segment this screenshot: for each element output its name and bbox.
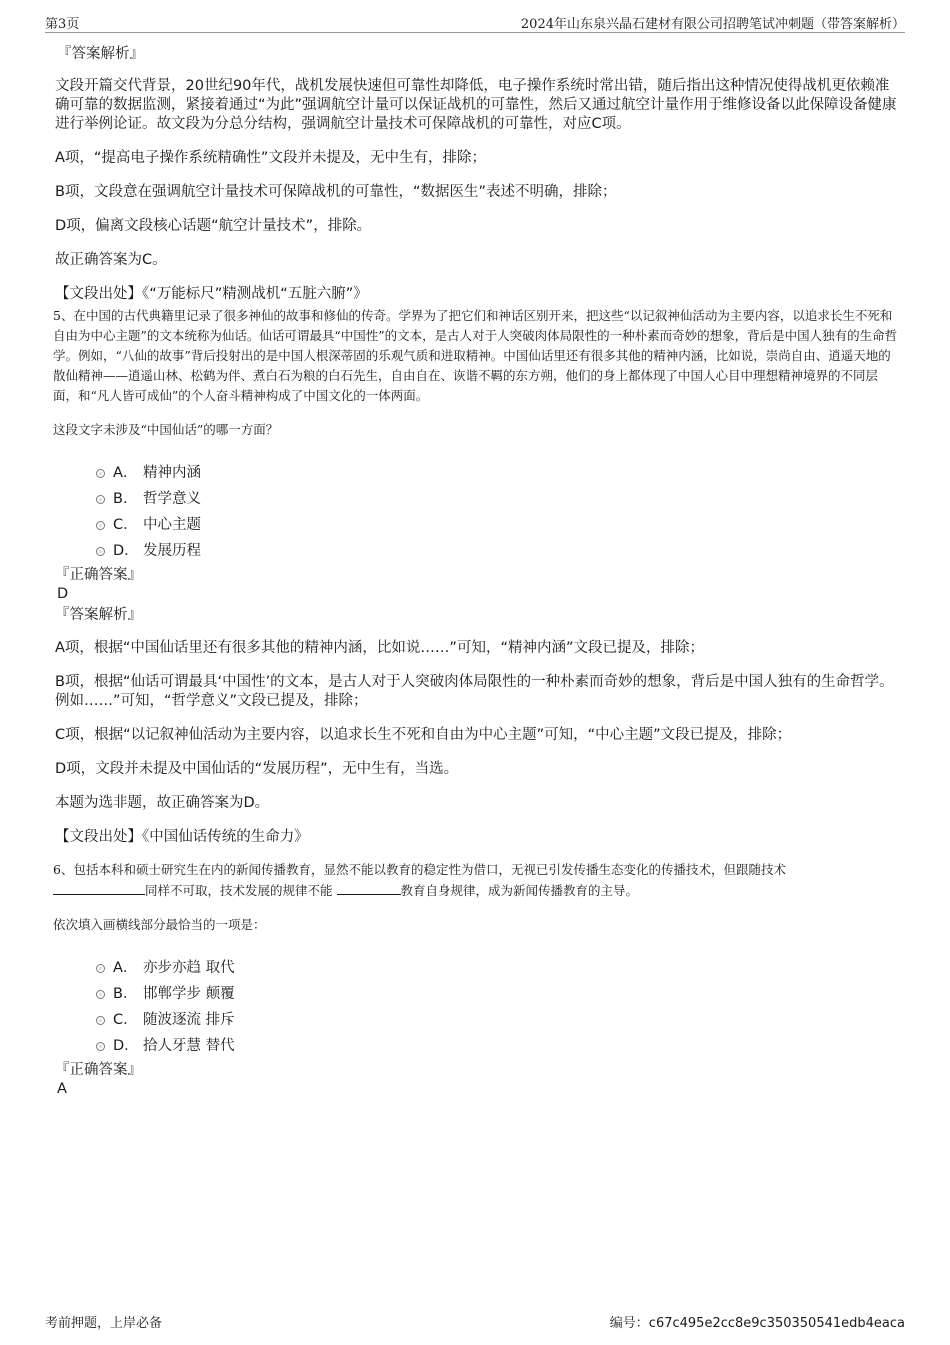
q5-analysis-label: 『答案解析』 (55, 607, 142, 623)
radio-icon[interactable] (96, 990, 105, 999)
q5-option-a[interactable]: A． 精神内涵 (96, 458, 902, 484)
q5-conclusion: 本题为选非题，故正确答案为D。 (55, 795, 270, 811)
blank-1[interactable] (53, 880, 145, 895)
radio-icon[interactable] (96, 964, 105, 973)
q5-answer-label: 『正确答案』 (55, 567, 142, 583)
q5-question: 这段文字未涉及“中国仙话”的哪一方面？ (53, 422, 279, 437)
q6-stem: 6、包括本科和硕士研究生在内的新闻传播教育，显然不能以教育的稳定性为借口，无视已引发传播生态变化的传播技术，但跟随技术 同样不可取，技术发展的规律不能 教育自身规律，成为新闻传播教育的主导。 (53, 862, 786, 898)
q6-option-c[interactable]: C． 随波逐流 排斥 (96, 1005, 902, 1031)
q6-option-d[interactable]: D． 拾人牙慧 替代 (96, 1031, 902, 1057)
page-footer (45, 1312, 905, 1331)
q6-answer: A (57, 1081, 67, 1097)
q5-option-b[interactable]: B． 哲学意义 (96, 484, 902, 510)
q5-analysis-c: C项，根据“以记叙神仙活动为主要内容，以追求长生不死和自由为中心主题”可知，“中心主题”文段已提及，排除； (55, 727, 792, 743)
document-id: 编号：c67c495e2cc8e9c350350541edb4eaca (609, 1316, 905, 1331)
q6-question: 依次填入画横线部分最恰当的一项是： (53, 917, 266, 932)
q5-option-d[interactable]: D． 发展历程 (96, 536, 902, 562)
radio-icon[interactable] (96, 1016, 105, 1025)
q6-option-b[interactable]: B． 邯郸学步 颠覆 (96, 979, 902, 1005)
q5-answer: D (57, 586, 69, 602)
q5-source: 【文段出处】《中国仙话传统的生命力》 (55, 829, 309, 845)
q4-analysis-label: 『答案解析』 (57, 46, 144, 62)
q5-stem: 5、在中国的古代典籍里记录了很多神仙的故事和修仙的传奇。学界为了把它们和神话区别开来，把这些“以记叙神仙活动为主要内容，以追求长生不死和自由为中心主题”的文本统称为仙话。仙话可谓最具“中国性”的文本，是古人对于人突破肉体局限性的一种朴素而奇妙的想象，背后是中国人独有的生命哲学。例如，“八仙的故事”背后投射出的是中国人根深蒂固的乐观气质和进取精神。中国仙话里还有很多其他的精神内涵，比如说，崇尚自由、逍遥天地的散仙精神——逍遥山林、松鹤为伴、煮白石为粮的白石先生，自由自在、诙谐不羁的东方朔，他们的身上都体现了中国人心目中理想精神境界的不同层面，和“凡人皆可成仙”的个人奋斗精神构成了中国文化的一体两面。 (53, 308, 898, 403)
q4-analysis-d: D项，偏离文段核心话题“航空计量技术”，排除。 (55, 218, 372, 234)
footer-slogan: 考前押题，上岸必备 (45, 1316, 163, 1331)
q6-option-a[interactable]: A． 亦步亦趋 取代 (96, 953, 902, 979)
q4-source: 【文段出处】《“万能标尺”精测战机“五脏六腑”》 (55, 286, 368, 302)
page-content (55, 45, 902, 1099)
document-title: 2024年山东泉兴晶石建材有限公司招聘笔试冲刺题（带答案解析） (520, 17, 905, 32)
blank-2[interactable] (337, 880, 401, 895)
q5-option-c[interactable]: C． 中心主题 (96, 510, 902, 536)
radio-icon[interactable] (96, 521, 105, 530)
q6-options (96, 953, 902, 1057)
radio-icon[interactable] (96, 1042, 105, 1051)
q4-conclusion: 故正确答案为C。 (55, 252, 167, 268)
radio-icon[interactable] (96, 469, 105, 478)
q4-analysis-main: 文段开篇交代背景，20世纪90年代，战机发展快速但可靠性却降低，电子操作系统时常出错，随后指出这种情况使得战机更依赖准确可靠的数据监测，紧接着通过“为此”强调航空计量可以保证战机的可靠性，然后又通过航空计量作用于维修设备以此保障设备健康进行举例论证。故文段为分总分结构，强调航空计量技术可保障战机的可靠性，对应C项。 (55, 78, 897, 132)
radio-icon[interactable] (96, 495, 105, 504)
radio-icon[interactable] (96, 547, 105, 556)
q5-options (96, 458, 902, 562)
q5-analysis-b: B项，根据“仙话可谓最具‘中国性’的文本，是古人对于人突破肉体局限性的一种朴素而奇妙的想象，背后是中国人独有的生命哲学。例如……”可知，“哲学意义”文段已提及，排除； (55, 674, 894, 709)
page-number: 第3页 (45, 17, 80, 32)
q4-analysis-b: B项，文段意在强调航空计量技术可保障战机的可靠性，“数据医生”表述不明确，排除； (55, 184, 617, 200)
q5-analysis-d: D项，文段并未提及中国仙话的“发展历程”，无中生有，当选。 (55, 761, 459, 777)
q5-analysis-a: A项，根据“中国仙话里还有很多其他的精神内涵，比如说……”可知，“精神内涵”文段已提及，排除； (55, 640, 704, 656)
q6-answer-label: 『正确答案』 (55, 1062, 142, 1078)
q4-analysis-a: A项，“提高电子操作系统精确性”文段并未提及，无中生有，排除； (55, 150, 486, 166)
page-header (45, 12, 905, 33)
